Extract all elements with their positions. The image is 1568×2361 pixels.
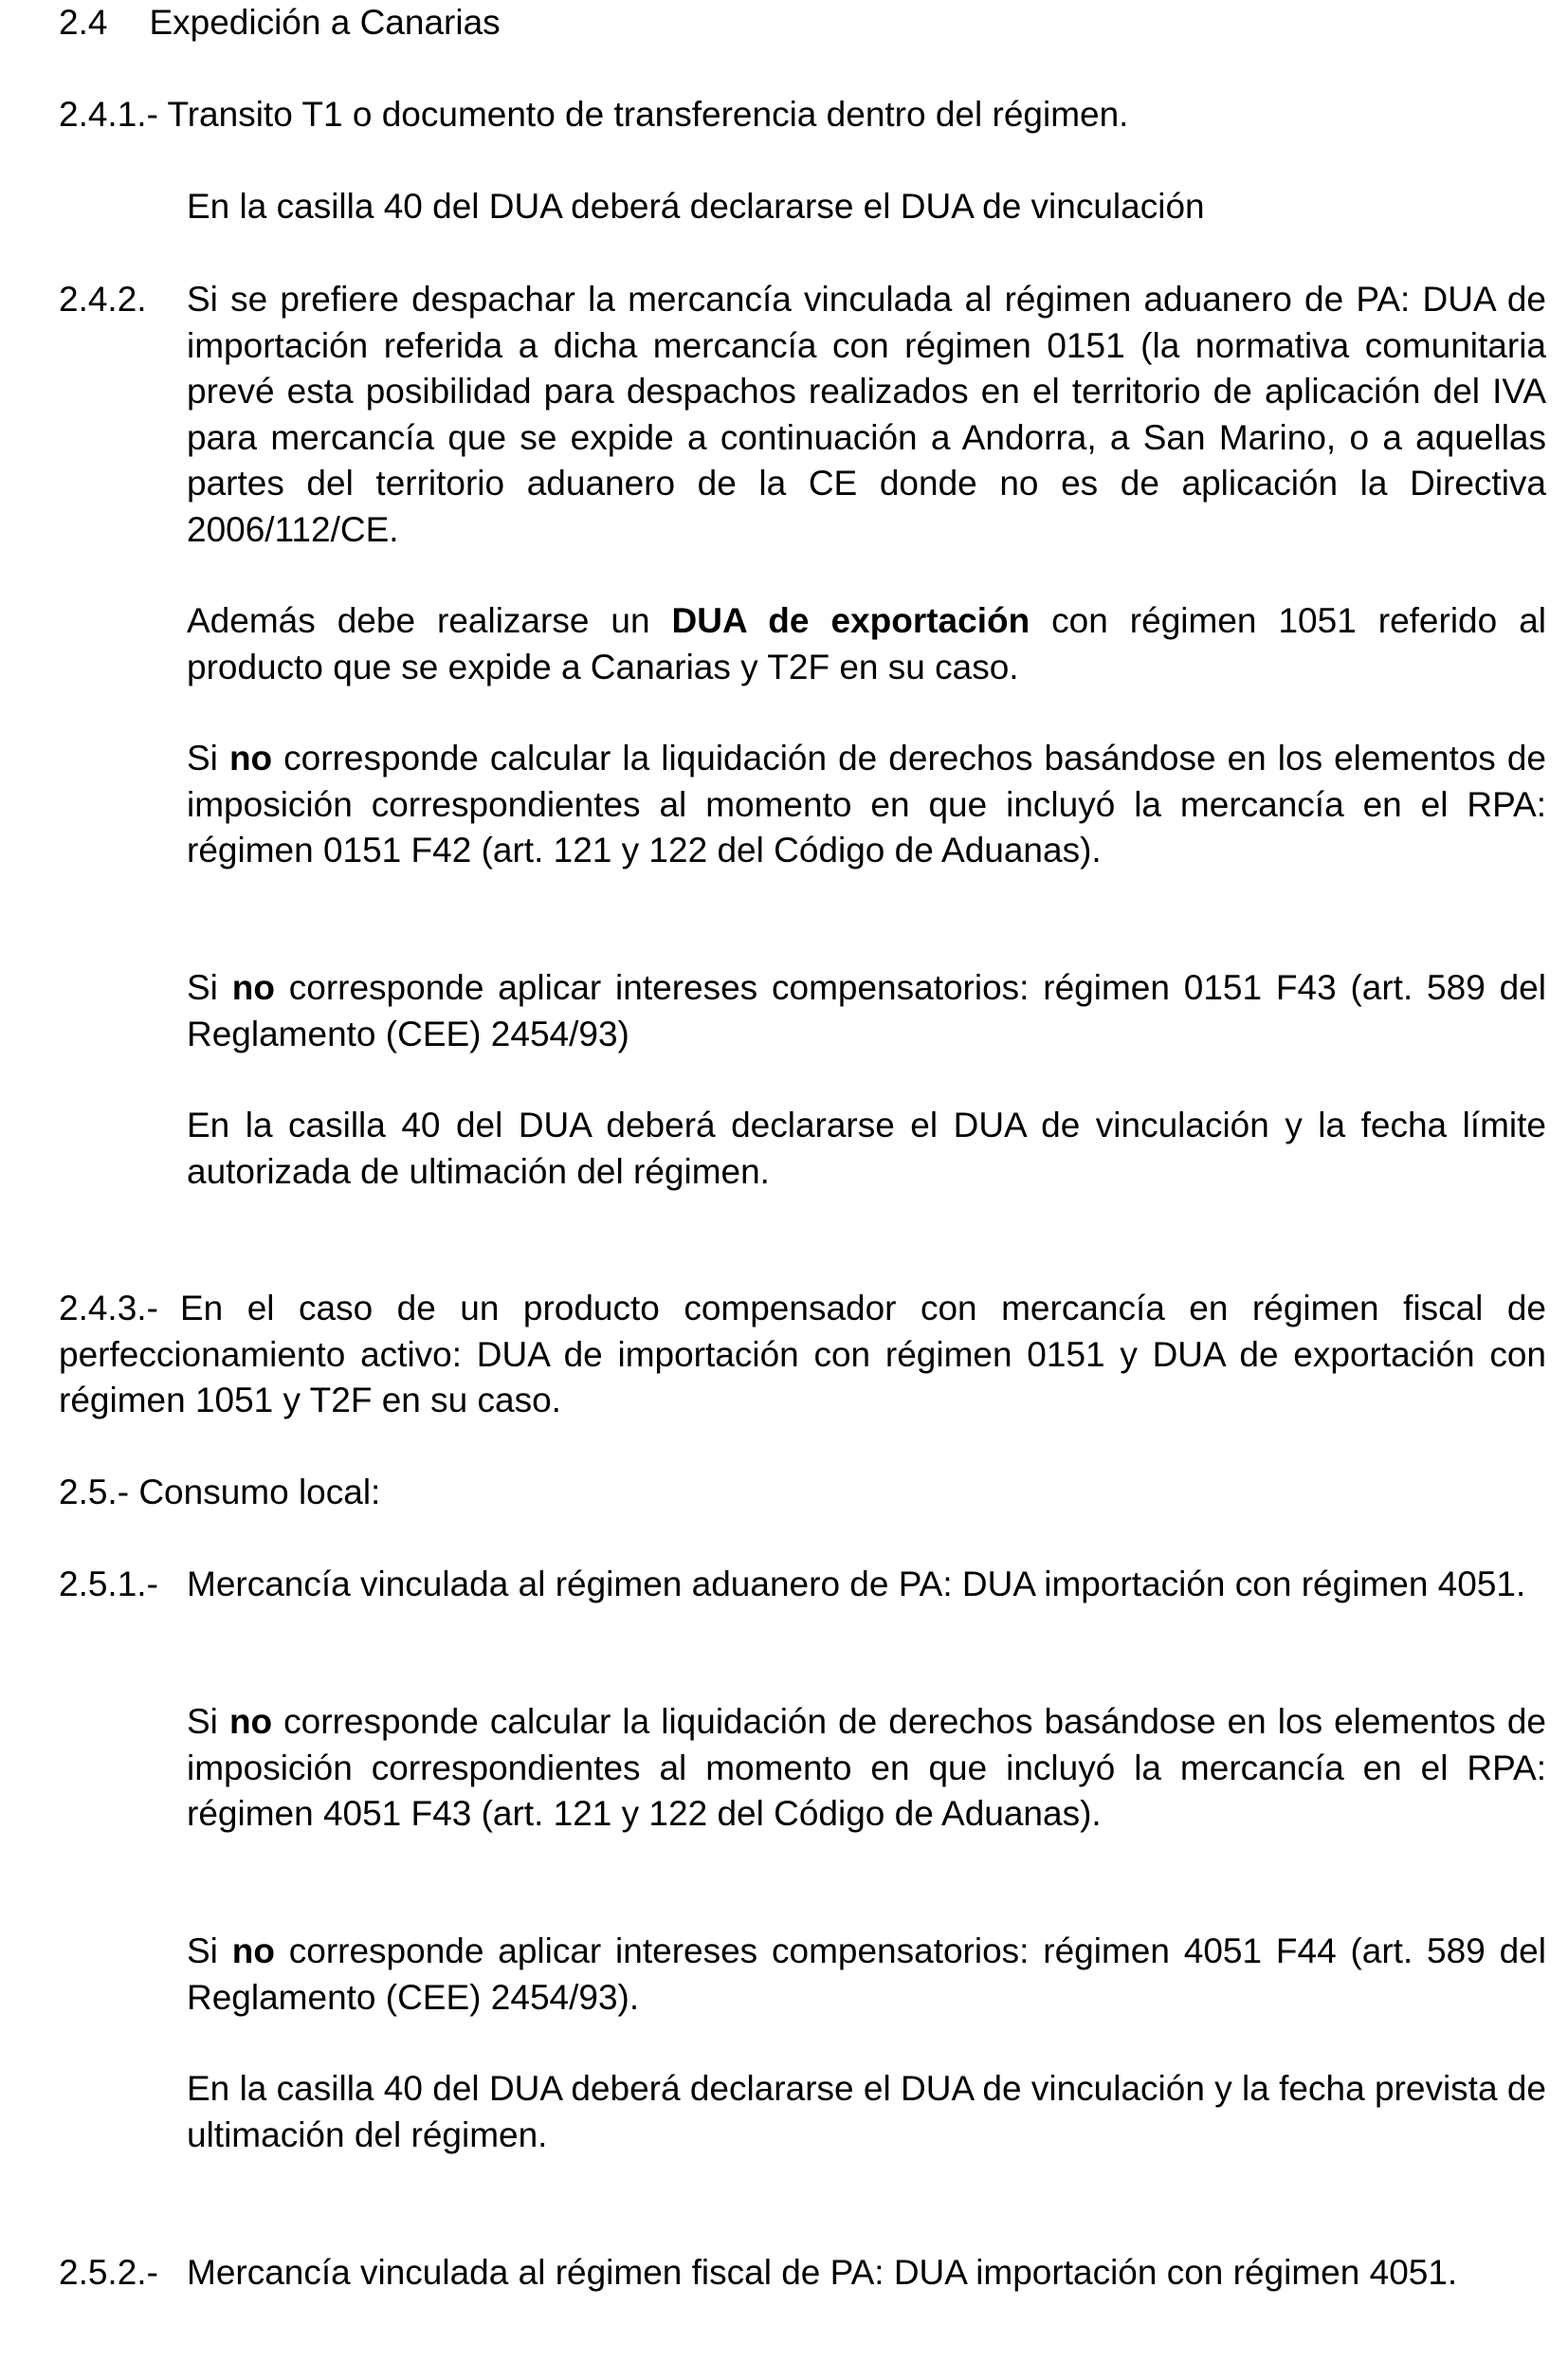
text-run: Si [187, 1702, 229, 1741]
bold-text-run: no [231, 1931, 275, 1970]
text-run: corresponde aplicar intereses compensatorios: régimen 4051 F44 (art. 589 del Reglamento (CEE) 2454/93). [187, 1931, 1546, 2017]
section-2-4-2-liquidation-paragraph [187, 736, 1546, 874]
text-run: con régimen 1051 referido al producto que se expide a Canarias y T2F en su caso. [187, 601, 1546, 686]
section-2-4-3-number: 2.4.3.- [59, 1289, 158, 1327]
text-run: Además debe realizarse un [187, 601, 672, 640]
section-2-4-title: Expedición a Canarias [149, 3, 501, 42]
section-2-5-2-number: 2.5.2.- [59, 2253, 158, 2292]
section-2-4-2-export-paragraph [187, 598, 1546, 690]
section-2-4-2-interest-paragraph [187, 965, 1546, 1057]
text-run: Si [187, 968, 232, 1007]
section-2-5-heading: 2.5.- Consumo local: [59, 1473, 381, 1511]
section-2-4-heading [59, 0, 501, 46]
section-2-5-1-intro [59, 1562, 1546, 1608]
text-run: Si [187, 1931, 232, 1970]
section-2-4-1-body: En la casilla 40 del DUA deberá declararse el DUA de vinculación [187, 187, 1205, 226]
section-2-4-2-number: 2.4.2. [59, 280, 147, 319]
section-2-4-3-content: En el caso de un producto compensador con mercancía en régimen fiscal de perfeccionamiento activo: DUA de importación con régimen 0151 y DUA de exportación con régimen 1051 y T2F en su caso. [59, 1289, 1546, 1419]
section-2-5-1-interest-paragraph [187, 1929, 1546, 2021]
section-2-4-1-heading: 2.4.1.- Transito T1 o documento de transferencia dentro del régimen. [59, 95, 1129, 134]
section-2-4-2-box40-paragraph: En la casilla 40 del DUA deberá declararse el DUA de vinculación y la fecha límite autorizada de ultimación del régimen. [187, 1106, 1546, 1191]
bold-text-run: no [228, 1702, 273, 1741]
text-run: corresponde calcular la liquidación de derechos basándose en los elementos de imposición correspondientes al momento en que incluyó la mercancía en el RPA: régimen 0151 F42 (art. 121 y 122 del Código de Aduanas). [187, 739, 1546, 869]
section-2-4-2-intro: Si se prefiere despachar la mercancía vinculada al régimen aduanero de PA: DUA de importación referida a dicha mercancía con régimen 0151 (la normativa comunitaria prevé esta posibilidad para despachos realizados en el territorio de aplicación del IVA para mercancía que se expide a continuación a Andorra, a San Marino, o a aquellas partes del territorio aduanero de la CE donde no es de aplicación la Directiva 2006/112/CE. [187, 280, 1546, 549]
bold-text-run: DUA de exportación [671, 601, 1030, 640]
section-2-5-1-number: 2.5.1.- [59, 1565, 158, 1603]
section-2-4-number: 2.4 [59, 3, 108, 42]
text-run: Si [187, 739, 229, 778]
section-2-5-2-text [59, 2250, 1546, 2297]
bold-text-run: no [231, 968, 275, 1007]
bold-text-run: no [228, 739, 273, 778]
section-2-5-1-intro-content: Mercancía vinculada al régimen aduanero de PA: DUA importación con régimen 4051. [187, 1565, 1526, 1603]
section-2-4-3-text [59, 1286, 1546, 1424]
text-run: corresponde aplicar intereses compensatorios: régimen 0151 F43 (art. 589 del Reglamento (CEE) 2454/93) [187, 968, 1546, 1053]
section-2-5-1-liquidation-paragraph [187, 1699, 1546, 1838]
section-2-5-2-content: Mercancía vinculada al régimen fiscal de PA: DUA importación con régimen 4051. [187, 2253, 1458, 2292]
section-2-5-1-box40-paragraph: En la casilla 40 del DUA deberá declararse el DUA de vinculación y la fecha prevista de ultimación del régimen. [187, 2069, 1546, 2154]
text-run: corresponde calcular la liquidación de derechos basándose en los elementos de imposición correspondientes al momento en que incluyó la mercancía en el RPA: régimen 4051 F43 (art. 121 y 122 del Código de Aduanas). [187, 1702, 1546, 1833]
